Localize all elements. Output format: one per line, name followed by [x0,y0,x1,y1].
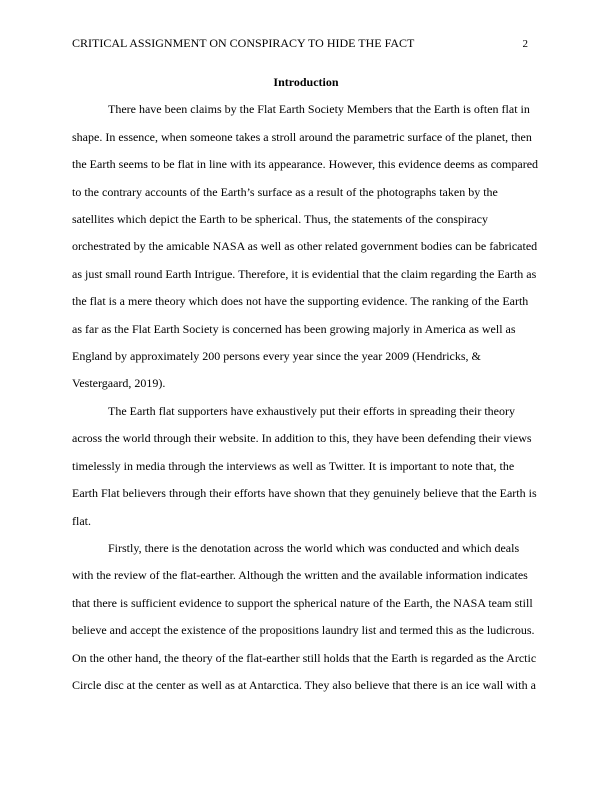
running-head: CRITICAL ASSIGNMENT ON CONSPIRACY TO HIDE THE FACT [72,36,415,50]
section-heading-introduction: Introduction [273,75,339,89]
paragraph-2: The Earth flat supporters have exhaustively put their efforts in spreading their theory across the world through their website. In addition to this, they have been defending their views timelessly in media through the interviews as well as Twitter. It is important to note that, the Earth Flat believers through their efforts have shown that they genuinely believe that the Earth is flat. [72,403,537,528]
document-body [72,69,540,699]
paragraph-1: There have been claims by the Flat Earth Society Members that the Earth is often flat in shape. In essence, when someone takes a stroll around the parametric surface of the planet, then the Earth seems to be flat in line with its appearance. However, this evidence deems as compared to the contrary accounts of the Earth’s surface as a result of the photographs taken by the satellites which depict the Earth to be spherical. Thus, the statements of the conspiracy orchestrated by the amicable NASA as well as other related government bodies can be fabricated as just small round Earth Intrigue. Therefore, it is evidential that the claim regarding the Earth as the flat is a mere theory which does not have the supporting evidence. The ranking of the Earth as far as the Flat Earth Society is concerned has been growing majorly in America as well as England by approximately 200 persons every year since the year 2009 (Hendricks, & Vestergaard, 2019). [72,102,539,391]
page-number: 2 [522,38,528,50]
paragraph-3: Firstly, there is the denotation across the world which was conducted and which deals with the review of the flat-earther. Although the written and the available information indicates that there is sufficient evidence to support the spherical nature of the Earth, the NASA team still believe and accept the existence of the propositions laundry list and termed this as the ludicrous. On the other hand, the theory of the flat-earther still holds that the Earth is regarded as the Arctic Circle disc at the center as well as at Antarctica. They also believe that there is an ice wall with a [72,540,537,692]
